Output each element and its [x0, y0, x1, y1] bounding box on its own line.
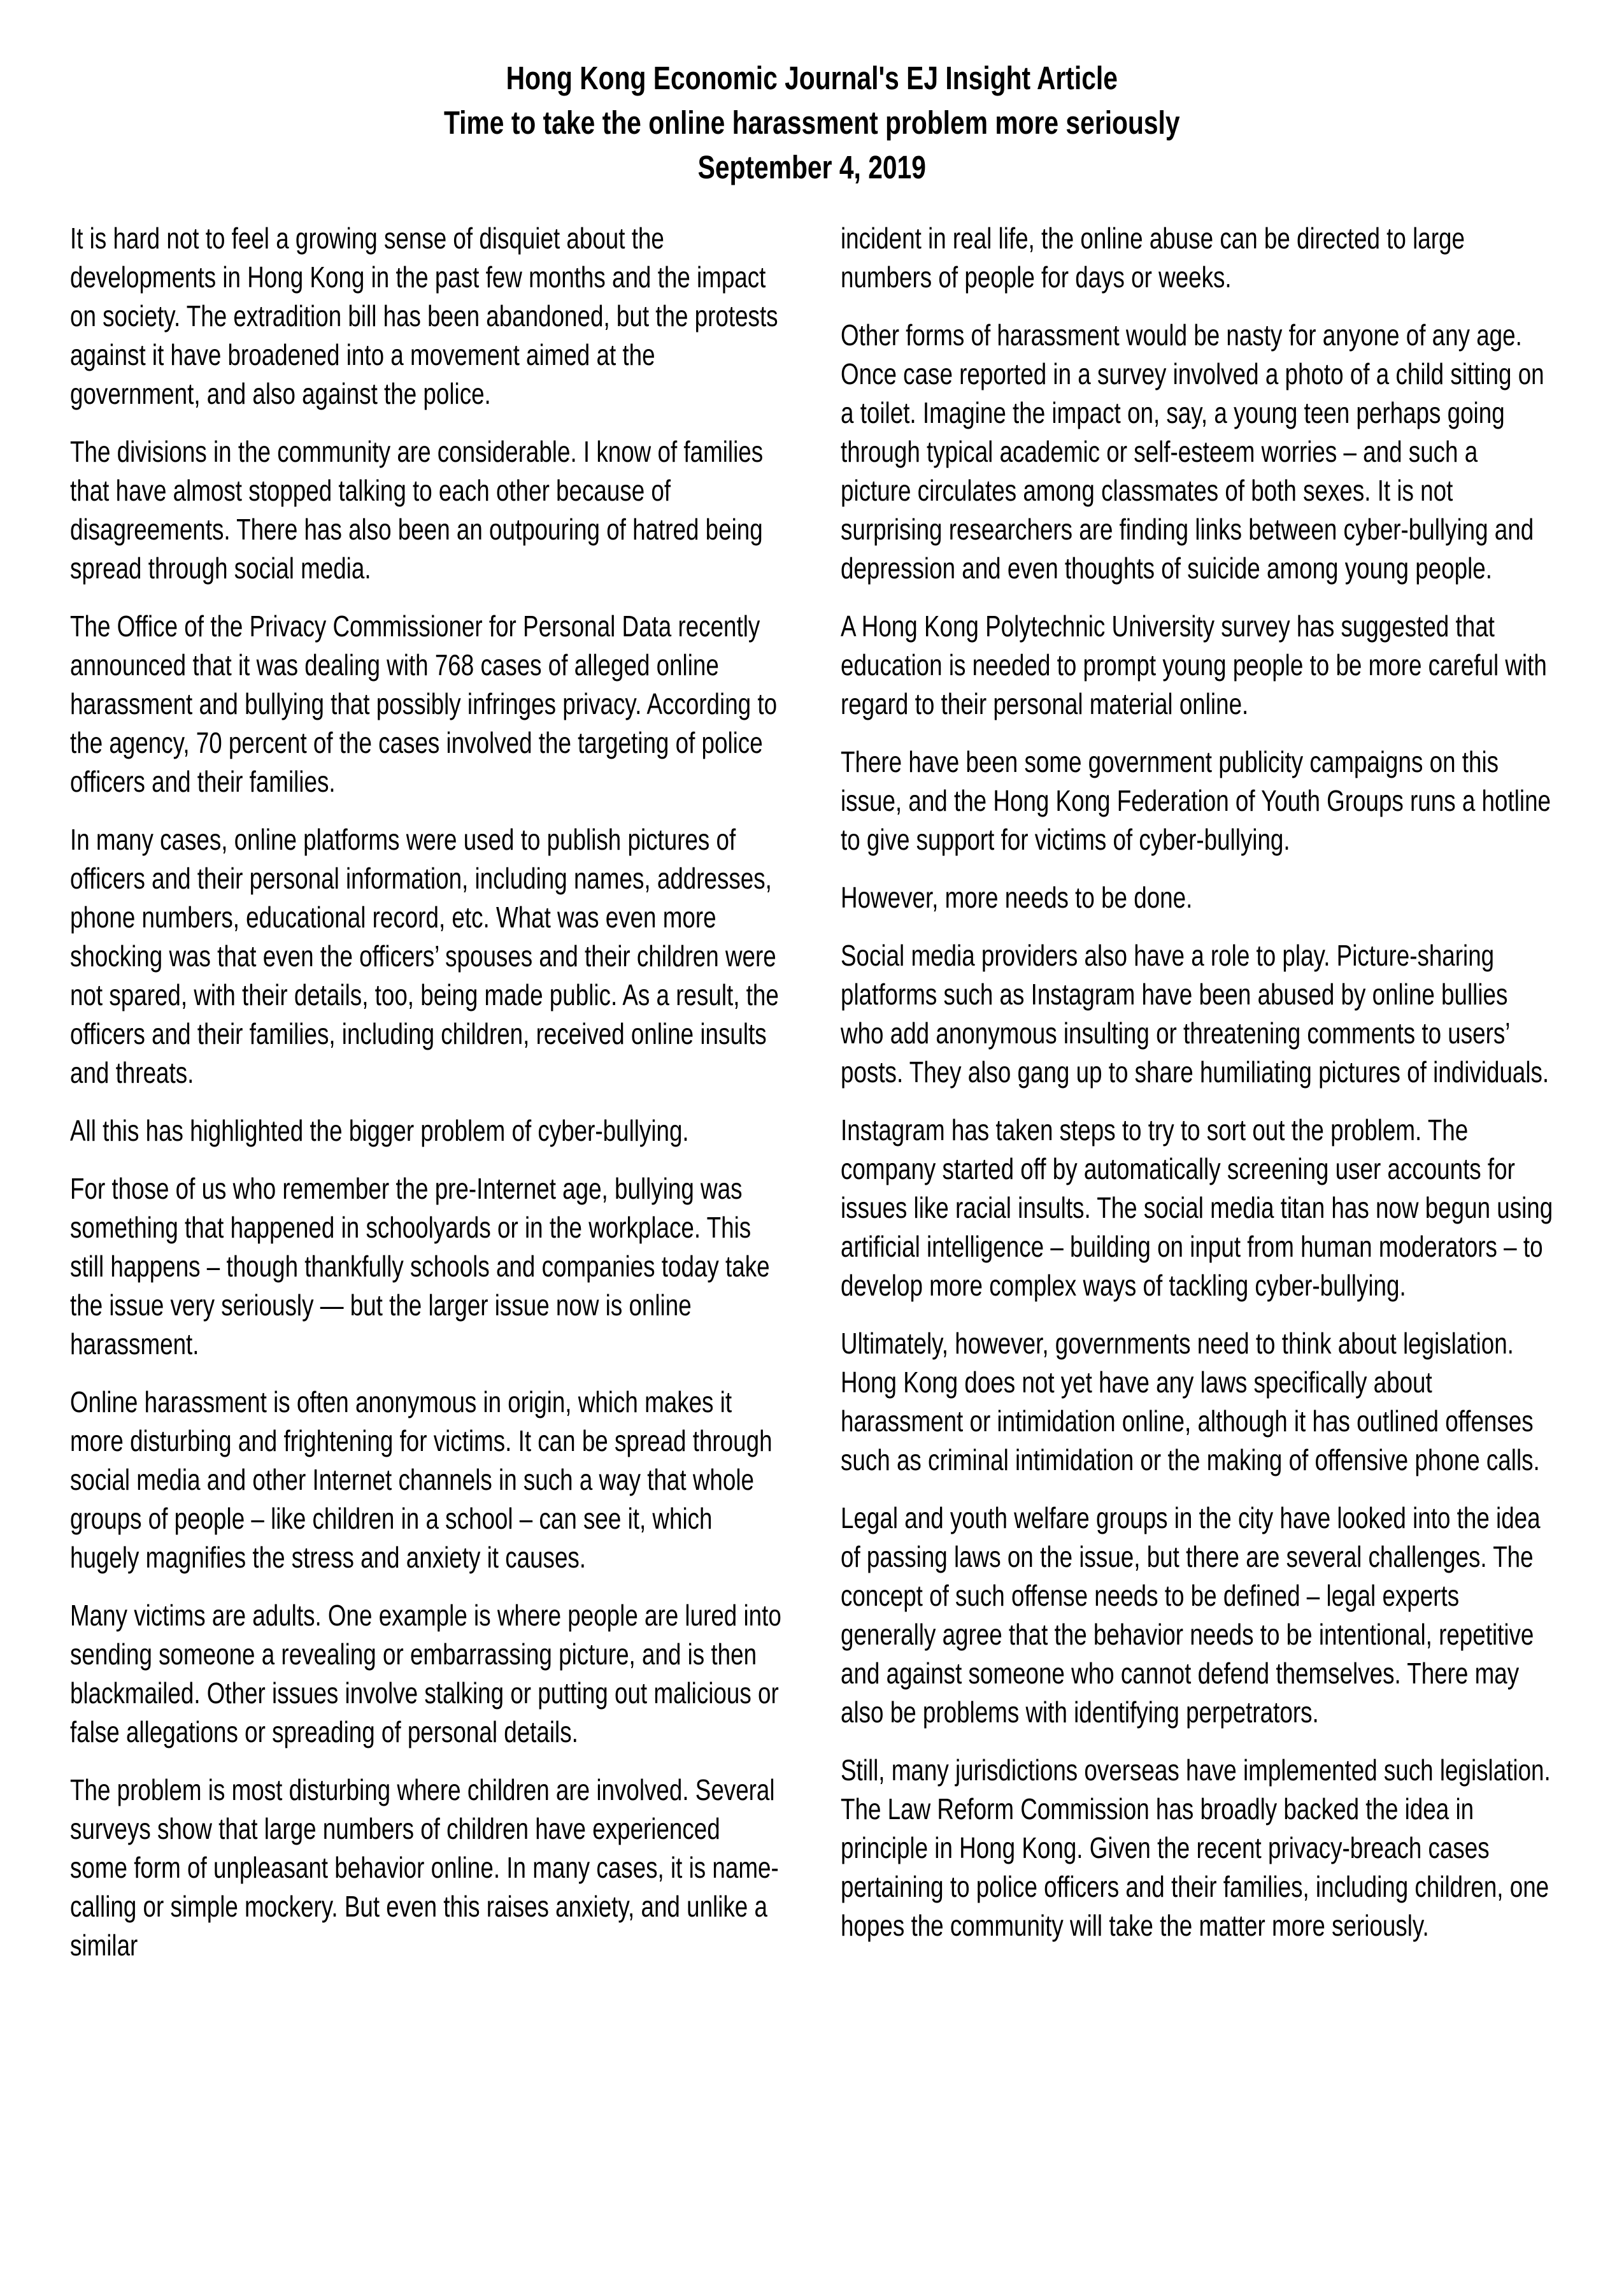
article-paragraph: Other forms of harassment would be nasty for anyone of any age. Once case reported in a survey involved a photo of a child sitting on a toilet. Imagine the impact on, say, a young teen perhaps going through typical academic or self-esteem worries – and such a picture circulates among classmates of both sexes. It is not surprising researchers are finding links between cyber-bullying and depression and even thoughts of suicide among young people. [841, 318, 1544, 585]
article-paragraph: In many cases, online platforms were used to publish pictures of officers and their personal information, including names, addresses, phone numbers, educational record, etc. What was even more shocking was that even the officers’ spouses and their children were not spared, with their details, too, being made public. As a result, the officers and their families, including children, received online insults and threats. [70, 823, 779, 1089]
right-column-text [841, 219, 1554, 1945]
article-paragraph: incident in real life, the online abuse can be directed to large numbers of people for days or weeks. [841, 222, 1465, 294]
article-paragraph: All this has highlighted the bigger problem of cyber-bullying. [70, 1114, 689, 1147]
article-paragraph: Online harassment is often anonymous in origin, which makes it more disturbing and frightening for victims. It can be spread through social media and other Internet channels in such a way that whole groups of people – like children in a school – can see it, which hugely magnifies the stress and anxiety it causes. [70, 1385, 773, 1574]
article-header [0, 0, 1624, 190]
article-paragraph: Instagram has taken steps to try to sort out the problem. The company started off by automatically screening user accounts for issues like racial insults. The social media titan has now begun using artificial intelligence – building on input from human moderators – to develop more complex ways of tackling cyber-bullying. [841, 1113, 1553, 1302]
article-paragraph: Social media providers also have a role to play. Picture-sharing platforms such as Instagram have been abused by online bullies who add anonymous insulting or threatening comments to users’ posts. They also gang up to share humiliating pictures of individuals. [841, 939, 1549, 1089]
article-paragraph: However, more needs to be done. [841, 881, 1193, 914]
article-paragraph: A Hong Kong Polytechnic University survey has suggested that education is needed to prompt young people to be more careful with regard to their personal material online. [841, 610, 1547, 720]
article-paragraph: The divisions in the community are considerable. I know of families that have almost stopped talking to each other because of disagreements. There has also been an outpouring of hatred being spread through social media. [70, 435, 764, 585]
article-date: September 4, 2019 [697, 149, 926, 185]
article-title: Time to take the online harassment problem more seriously [444, 104, 1180, 141]
article-body [0, 190, 1624, 1984]
left-column [70, 219, 783, 1984]
right-column [841, 219, 1554, 1984]
article-paragraph: There have been some government publicity campaigns on this issue, and the Hong Kong Federation of Youth Groups runs a hotline to give support for victims of cyber-bullying. [841, 745, 1551, 856]
article-paragraph: The problem is most disturbing where children are involved. Several surveys show that large numbers of children have experienced some form of unpleasant behavior online. In many cases, it is name-calling or simple mockery. But even this raises anxiety, and unlike a similar [70, 1773, 779, 1962]
article-paragraph: For those of us who remember the pre-Internet age, bullying was something that happened in schoolyards or in the workplace. This still happens – though thankfully schools and companies today take the issue very seriously — but the larger issue now is online harassment. [70, 1172, 770, 1361]
article-paragraph: Still, many jurisdictions overseas have implemented such legislation. The Law Reform Commission has broadly backed the idea in principle in Hong Kong. Given the recent privacy-breach cases pertaining to police officers and their families, including children, one hopes the community will take the matter more seriously. [841, 1754, 1551, 1942]
article-header-lines [0, 56, 1624, 190]
article-paragraph: Ultimately, however, governments need to think about legislation. Hong Kong does not yet have any laws specifically about harassment or intimidation online, although it has outlined offenses such as criminal intimidation or the making of offensive phone calls. [841, 1327, 1540, 1476]
article-paragraph: Many victims are adults. One example is where people are lured into sending someone a revealing or embarrassing picture, and is then blackmailed. Other issues involve stalking or putting out malicious or false allegations or spreading of personal details. [70, 1599, 781, 1748]
article-paragraph: It is hard not to feel a growing sense of disquiet about the developments in Hong Kong in the past few months and the impact on society. The extradition bill has been abandoned, but the protests against it have broadened into a movement aimed at the government, and also against the police. [70, 222, 778, 410]
article-paragraph: Legal and youth welfare groups in the city have looked into the idea of passing laws on the issue, but there are several challenges. The concept of such offense needs to be defined – legal experts generally agree that the behavior needs to be intentional, repetitive and against someone who cannot defend themselves. There may also be problems with identifying perpetrators. [841, 1501, 1541, 1729]
article-paragraph: The Office of the Privacy Commissioner for Personal Data recently announced that it was dealing with 768 cases of alleged online harassment and bullying that possibly infringes privacy. According to the agency, 70 percent of the cases involved the targeting of police officers and their families. [70, 610, 778, 798]
left-column-text [70, 219, 783, 1965]
article-source-title: Hong Kong Economic Journal's EJ Insight Article [506, 60, 1118, 96]
